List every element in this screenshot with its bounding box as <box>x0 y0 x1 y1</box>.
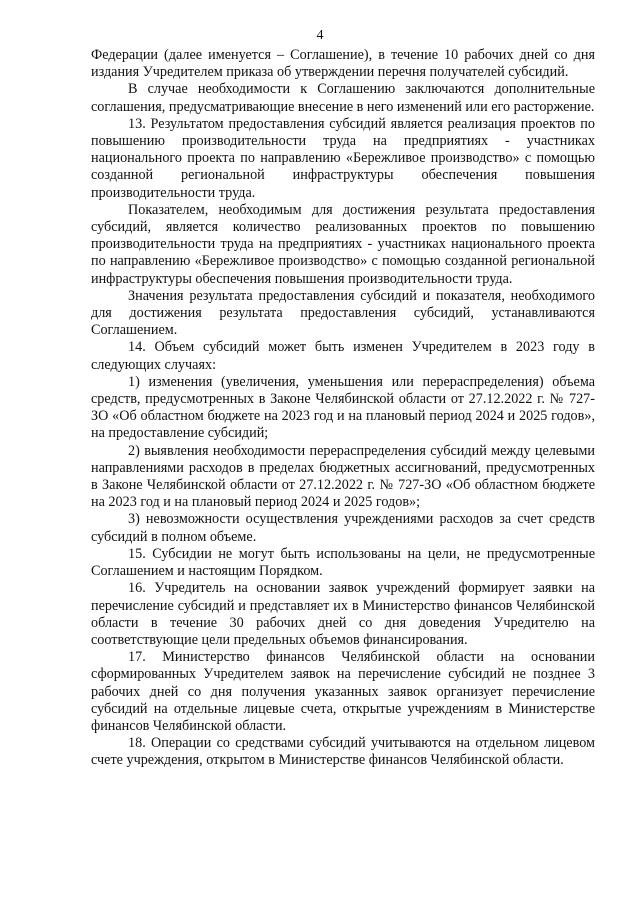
paragraph-15-use-restriction: 15. Субсидии не могут быть использованы на цели, не предусмотренные Соглашением и настоящим Порядком. <box>91 545 595 580</box>
paragraph-additional-agreements: В случае необходимости к Соглашению заключаются дополнительные соглашения, предусматривающие внесение в него изменений или его расторжение. <box>91 81 595 115</box>
list-item-14-1: 1) изменения (увеличения, уменьшения или перераспределения) объема средств, предусмотренных в Законе Челябинской области от 27.12.2022 г. № 727-ЗО «Об областном бюджете на 2023 год и на плановый период 2024 и 2025 годов», на предоставление субсидий; <box>91 373 595 442</box>
paragraph-14-volume-change: 14. Объем субсидий может быть изменен Учредителем в 2023 году в следующих случаях: <box>91 339 595 373</box>
document-body <box>91 47 595 770</box>
paragraph-values: Значения результата предоставления субсидий и показателя, необходимого для достижения результата предоставления субсидий, устанавливаются Соглашением. <box>91 287 595 339</box>
list-item-14-2: 2) выявления необходимости перераспределения субсидий между целевыми направлениями расходов в пределах бюджетных ассигнований, предусмотренных в Законе Челябинской области от 27.12.2022 г. № 727-ЗО «Об областном бюджете на 2023 год и на плановый период 2024 и 2025 годов»; <box>91 442 595 511</box>
paragraph-13-result: 13. Результатом предоставления субсидий является реализация проектов по повышению производительности труда на предприятиях - участниках национального проекта по направлению «Бережливое производство» с помощью созданной региональной инфраструктуры обеспечения повышения производительности труда. <box>91 115 595 201</box>
paragraph-18-accounting: 18. Операции со средствами субсидий учитываются на отдельном лицевом счете учреждения, открытом в Министерстве финансов Челябинской области. <box>91 735 595 769</box>
paragraph-17-transfer: 17. Министерство финансов Челябинской области на основании сформированных Учредителем заявок на перечисление субсидий не позднее 3 рабочих дней со дня получения указанных заявок организует перечисление субсидий на отдельные лицевые счета, открытые учреждениям в Министерстве финансов Челябинской области. <box>91 649 595 734</box>
paragraph-continuation: Федерации (далее именуется – Соглашение), в течение 10 рабочих дней со дня издания Учредителем приказа об утверждении перечня получателей субсидий. <box>91 47 595 81</box>
paragraph-indicator: Показателем, необходимым для достижения результата предоставления субсидий, является количество реализованных проектов по повышению производительности труда на предприятиях - участниках национального проекта по направлению «Бережливое производство» с помощью созданной региональной инфраструктуры обеспечения повышения производительности труда. <box>91 201 595 287</box>
paragraph-16-requests: 16. Учредитель на основании заявок учреждений формирует заявки на перечисление субсидий и представляет их в Министерство финансов Челябинской области в течение 30 рабочих дней со дня доведения Учредителю на соответствующие цели предельных объемов финансирования. <box>91 580 595 648</box>
list-item-14-3: 3) невозможности осуществления учреждениями расходов за счет средств субсидий в полном объеме. <box>91 511 595 545</box>
page-number: 4 <box>316 28 324 43</box>
